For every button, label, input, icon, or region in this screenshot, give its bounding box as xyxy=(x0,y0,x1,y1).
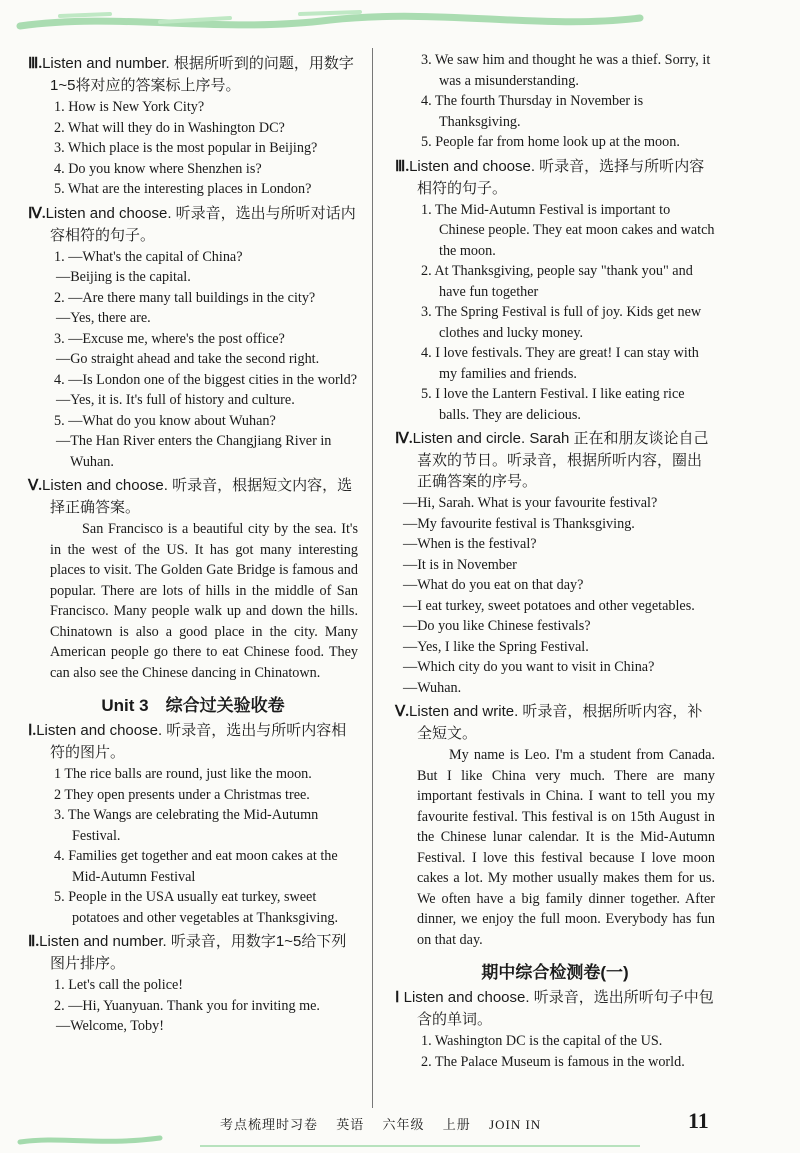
footer-grade: 六年级 xyxy=(382,1117,425,1132)
footer-edition: JOIN IN xyxy=(489,1117,542,1132)
passage-text: My name is Leo. I'm a student from Canada. But I like China very much. There are many important festivals in China. I want to tell you my favourite festival. This festival is on 15th August in the Chinese lunar calendar. It is the Mid-Autumn Festival. I love this festival because I love moon cakes a lot. My mother usually makes them for us. We often have a big family dinner together. After dinner, we enjoy the full moon. Everybody has fun on that day. xyxy=(417,747,715,948)
list-item: 3. We saw him and thought he was a thief. Sorry, it was a misunderstanding. xyxy=(421,52,711,89)
section-listen-write xyxy=(395,701,715,950)
section-listen-choose-words xyxy=(395,987,715,1072)
list-item: 1. The Mid-Autumn Festival is important to Chinese people. They eat moon cakes and watch the moon. xyxy=(421,201,715,259)
dialogue-line: —Yes, I like the Spring Festival. xyxy=(403,638,589,655)
dialogue-line: —Wuhan. xyxy=(403,679,462,696)
section-listen-circle xyxy=(395,428,715,698)
section-heading: Ⅳ.Listen and choose. 听录音，选出与所听对话内容相符的句子。 xyxy=(28,204,356,244)
passage-text: San Francisco is a beautiful city by the sea. It's in the west of the US. It has got many interesting places to visit. The Golden Gate Bridge is famous and popular. There are lots of hills in the middle of San Francisco. Many people walk up and down the hills. Chinatown is also a good place in the city. Many American people go there to eat Chinese food. They can also see the Chinese dancing in Chinatown. xyxy=(50,521,358,681)
list-item: 5. What are the interesting places in London? xyxy=(54,181,312,197)
section-listen-choose-sentences xyxy=(395,156,715,426)
midterm-title: 期中综合检测卷(一) xyxy=(481,963,629,982)
page-footer xyxy=(220,1114,555,1133)
top-decoration xyxy=(0,0,800,40)
section-listen-number-pictures xyxy=(28,931,358,1037)
dialogue-line: 2. —Hi, Yuanyuan. Thank you for inviting me. xyxy=(54,997,320,1014)
dialogue-line: —I eat turkey, sweet potatoes and other vegetables. xyxy=(403,597,695,614)
column-divider xyxy=(372,48,373,1108)
dialogue-line: —Which city do you want to visit in China? xyxy=(403,659,655,675)
section-heading: Ⅴ.Listen and choose. 听录音，根据短文内容，选择正确答案。 xyxy=(28,477,353,516)
section-heading: Ⅰ.Listen and choose. 听录音，选出与所听内容相符的图片。 xyxy=(28,722,347,761)
list-item: 4. The fourth Thursday in November is Thanksgiving. xyxy=(421,93,644,130)
section-heading: Ⅰ Listen and choose. 听录音，选出所听句子中包含的单词。 xyxy=(395,989,714,1028)
dialogue-reply: —The Han River enters the Changjiang River in Wuhan. xyxy=(56,433,332,470)
list-item: 2. What will they do in Washington DC? xyxy=(54,119,285,136)
list-item: 3. Which place is the most popular in Beijing? xyxy=(54,140,318,156)
list-item: 3. The Spring Festival is full of joy. Kids get new clothes and lucky money. xyxy=(421,304,702,341)
list-item: 2 They open presents under a Christmas tree. xyxy=(54,786,310,803)
dialogue-line: 3. —Excuse me, where's the post office? xyxy=(54,330,285,347)
dialogue-line: —Do you like Chinese festivals? xyxy=(403,618,591,634)
section-heading: Ⅳ.Listen and circle. Sarah 正在和朋友谈论自己喜欢的节日。听录音，根据所听内容，圈出正确答案的序号。 xyxy=(395,430,709,490)
dialogue-line: 2. —Are there many tall buildings in the city? xyxy=(54,289,316,306)
section-heading: Ⅱ.Listen and number. 听录音，用数字1~5给下列图片排序。 xyxy=(28,933,347,972)
footer-term: 上册 xyxy=(442,1117,471,1132)
list-item: 5. I love the Lantern Festival. I like eating rice balls. They are delicious. xyxy=(421,386,685,423)
list-item: 1 The rice balls are round, just like the moon. xyxy=(54,766,312,782)
list-item: 4. Do you know where Shenzhen is? xyxy=(54,160,262,177)
dialogue-line: —When is the festival? xyxy=(403,536,537,552)
dialogue-line: 4. —Is London one of the biggest cities in the world? xyxy=(54,371,358,388)
section-listen-choose-dialogues xyxy=(28,203,358,473)
list-item: 1. How is New York City? xyxy=(54,99,205,115)
left-column xyxy=(28,50,358,1037)
dialogue-reply: —Yes, it is. It's full of history and culture. xyxy=(56,392,295,408)
dialogue-line: —What do you eat on that day? xyxy=(403,577,584,593)
right-column xyxy=(395,50,715,1072)
list-item: 5. People far from home look up at the moon. xyxy=(421,134,680,150)
unit-title: Unit 3 综合过关验收卷 xyxy=(101,696,285,715)
dialogue-reply: —Welcome, Toby! xyxy=(56,1018,164,1034)
list-item: 4. Families get together and eat moon cakes at the Mid-Autumn Festival xyxy=(54,848,338,885)
dialogue-line: —My favourite festival is Thanksgiving. xyxy=(403,515,635,532)
dialogue-line: —It is in November xyxy=(403,556,517,573)
section-listen-choose-passage xyxy=(28,475,358,683)
list-item: 1. Washington DC is the capital of the US. xyxy=(421,1033,663,1049)
dialogue-reply: —Beijing is the capital. xyxy=(56,269,191,285)
page-number: 11 xyxy=(688,1108,709,1133)
section-heading: Ⅴ.Listen and write. 听录音，根据所听内容，补全短文。 xyxy=(395,703,703,742)
dialogue-line: 5. —What do you know about Wuhan? xyxy=(54,412,276,429)
footer-series: 考点梳理时习卷 xyxy=(220,1117,319,1132)
dialogue-line: 1. —What's the capital of China? xyxy=(54,248,243,265)
section-listen-number-questions xyxy=(28,53,358,200)
list-item: 3. The Wangs are celebrating the Mid-Autumn Festival. xyxy=(54,807,319,844)
section-listen-choose-pictures xyxy=(28,720,358,928)
list-item: 5. People in the USA usually eat turkey, sweet potatoes and other vegetables at Thanksgiving. xyxy=(54,889,339,926)
dialogue-reply: —Yes, there are. xyxy=(56,310,151,326)
dialogue-reply: —Go straight ahead and take the second right. xyxy=(56,351,320,367)
section-heading: Ⅲ.Listen and number. 根据所听到的问题，用数字1~5将对应的答案标上序号。 xyxy=(28,55,354,94)
dialogue-line: —Hi, Sarah. What is your favourite festival? xyxy=(403,495,658,511)
list-item: 1. Let's call the police! xyxy=(54,977,184,993)
section-continued-items xyxy=(395,50,715,153)
footer-subject: 英语 xyxy=(336,1117,365,1132)
section-heading: Ⅲ.Listen and choose. 听录音，选择与所听内容相符的句子。 xyxy=(395,157,705,197)
list-item: 2. The Palace Museum is famous in the world. xyxy=(421,1053,685,1070)
list-item: 4. I love festivals. They are great! I can stay with my families and friends. xyxy=(421,345,699,382)
list-item: 2. At Thanksgiving, people say "thank you" and have fun together xyxy=(421,263,693,300)
